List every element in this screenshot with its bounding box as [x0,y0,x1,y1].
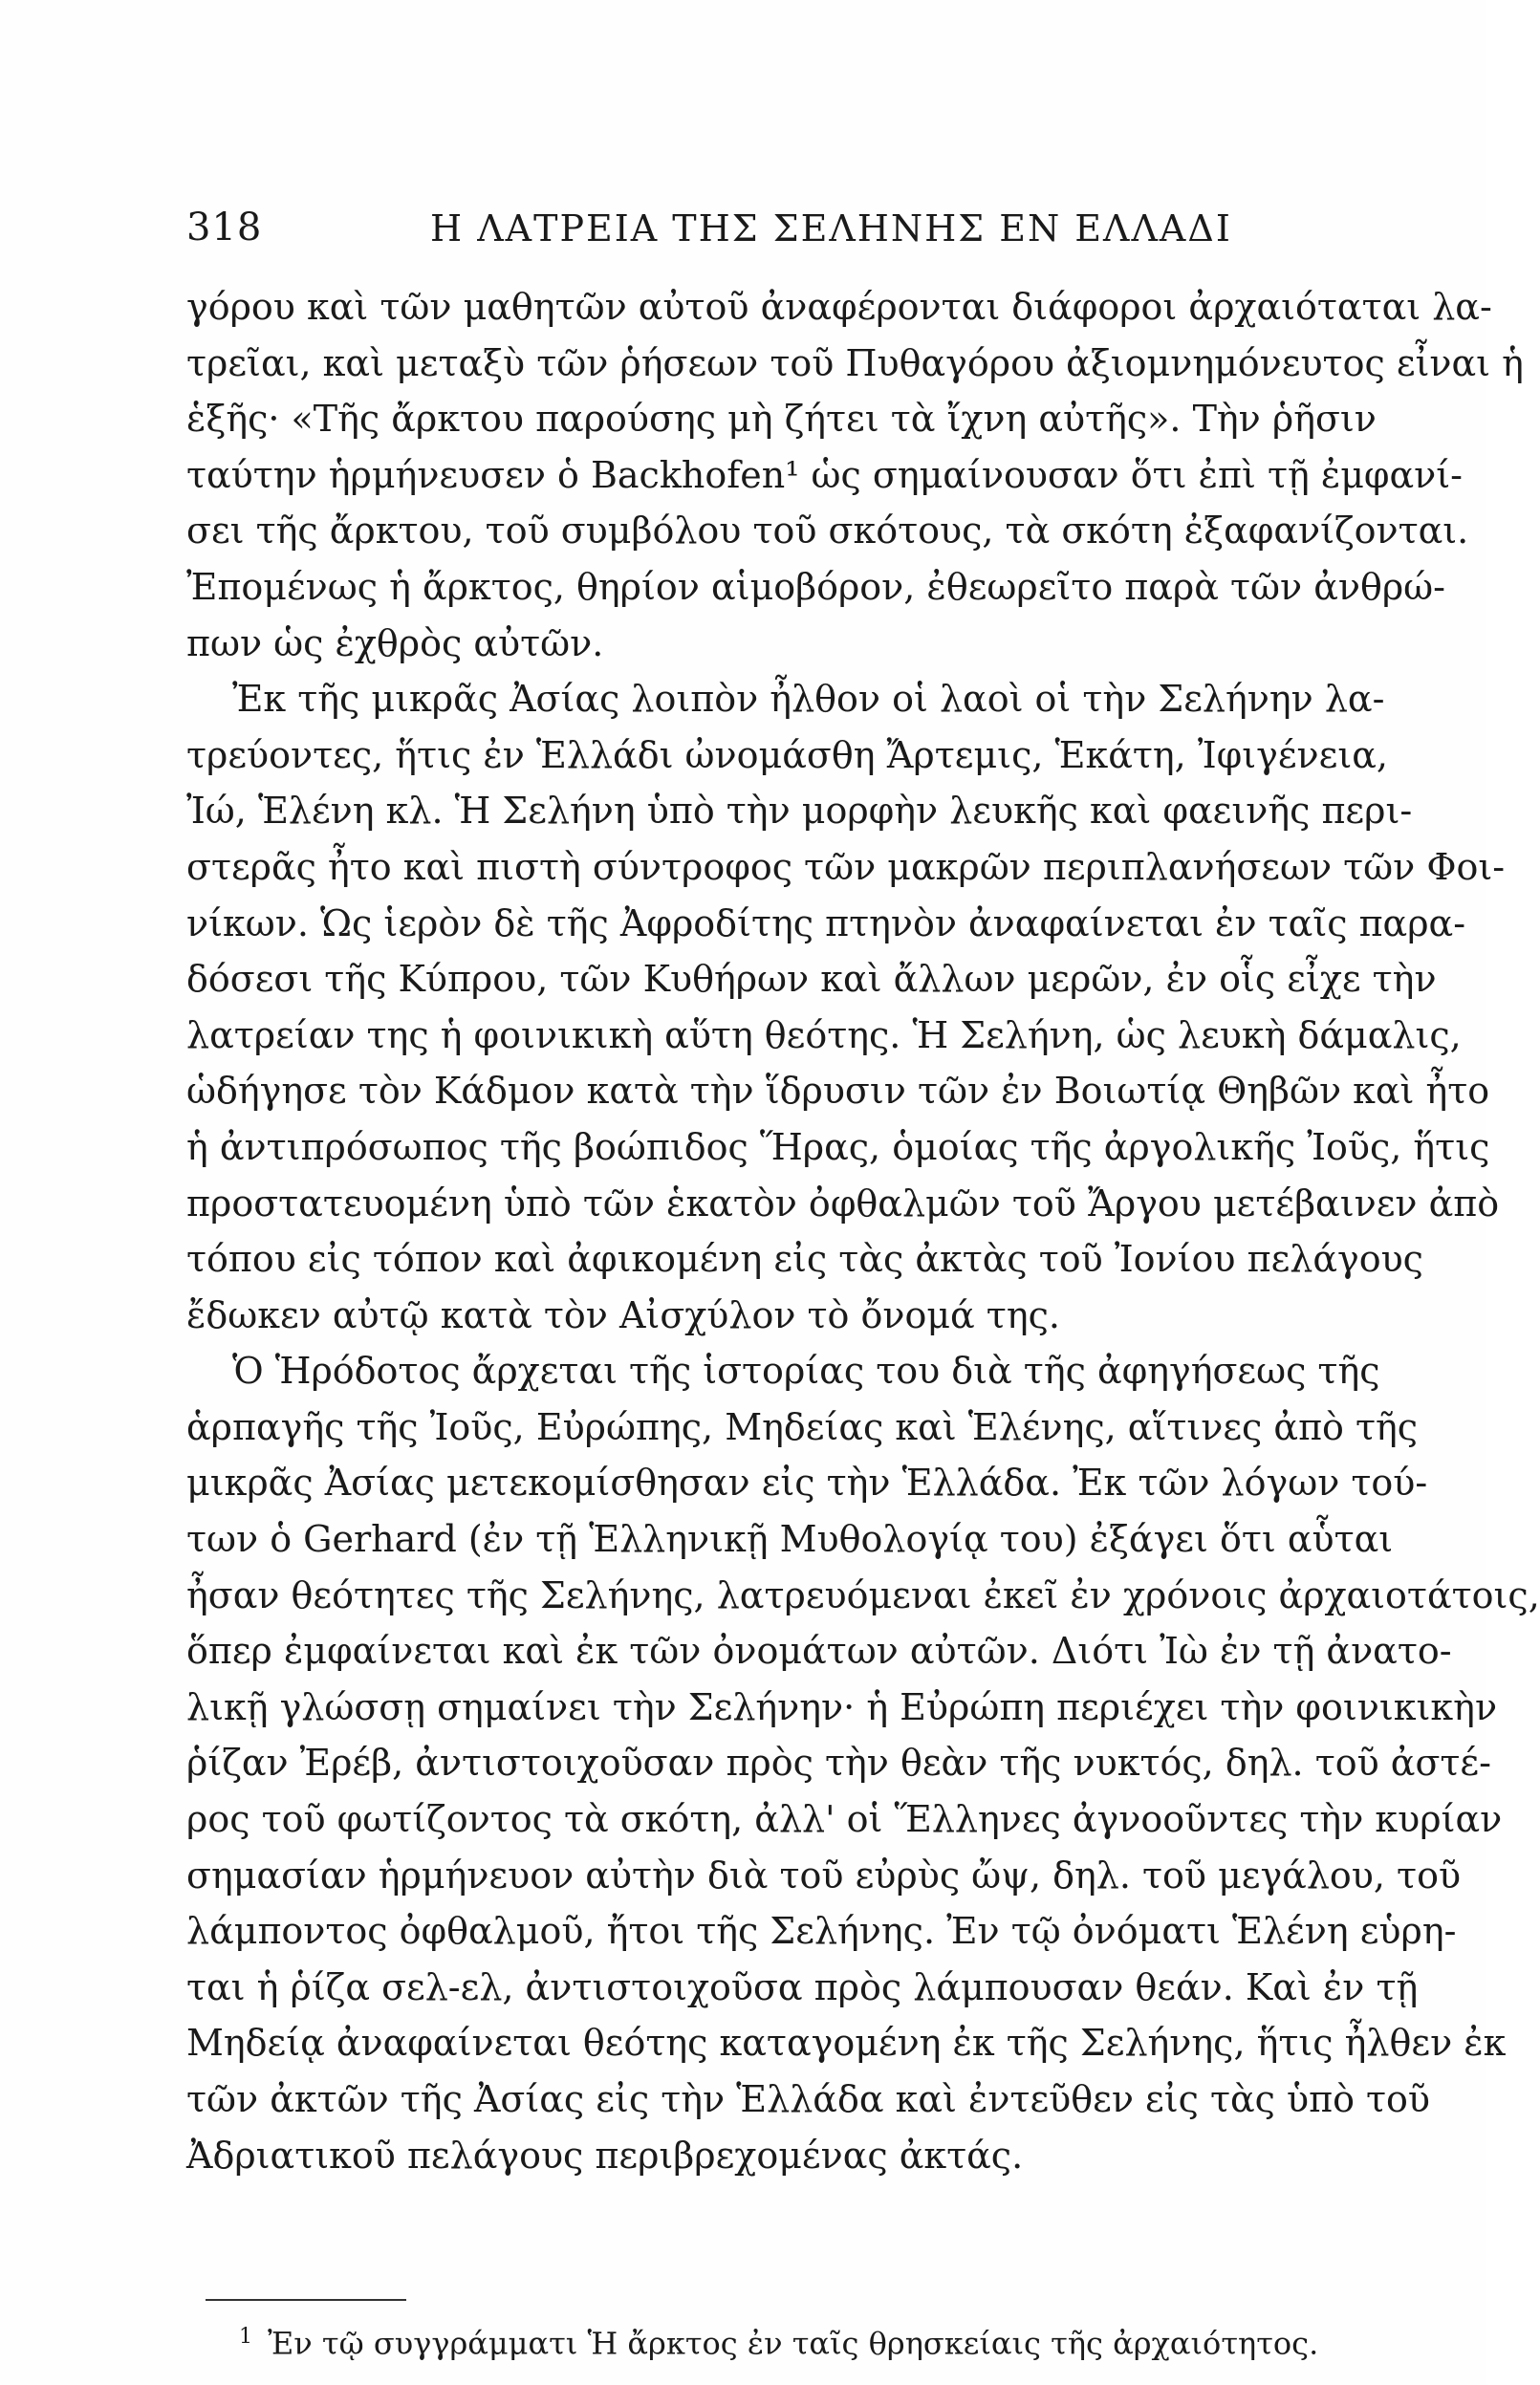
text-line: γόρου καὶ τῶν μαθητῶν αὐτοῦ ἀναφέρονται διάφοροι ἀρχαιόταται λα- [186,286,1492,328]
text-line: τῶν ἀκτῶν τῆς Ἀσίας εἰς τὴν Ἑλλάδα καὶ ἐντεῦθεν εἰς τὰς ὑπὸ τοῦ [186,2078,1431,2120]
text-line: ἦσαν θεότητες τῆς Σελήνης, λατρευόμεναι ἐκεῖ ἐν χρόνοις ἀρχαιοτάτοις, [186,1573,1540,1616]
text-line: ἁρπαγῆς τῆς Ἰοῦς, Εὐρώπης, Μηδείας καὶ Ἑλένης, αἵτινες ἀπὸ τῆς [186,1405,1419,1448]
text-line: ἔδωκεν αὐτῷ κατὰ τὸν Αἰσχύλον τὸ ὄνομά της. [186,1293,1060,1336]
text-line: σει τῆς ἄρκτου, τοῦ συμβόλου τοῦ σκότους, τὰ σκότη ἐξαφανίζονται. [186,510,1469,553]
text-line: Μηδείᾳ ἀναφαίνεται θεότης καταγομένη ἐκ τῆς Σελήνης, ἥτις ἦλθεν ἐκ [186,2022,1507,2065]
text-line: δόσεσι τῆς Κύπρου, τῶν Κυθήρων καὶ ἄλλων μερῶν, ἐν οἷς εἶχε τὴν [186,958,1437,1001]
text-line: τόπου εἰς τόπον καὶ ἀφικομένη εἰς τὰς ἀκτὰς τοῦ Ἰονίου πελάγους [186,1238,1423,1281]
text-line: ρος τοῦ φωτίζοντος τὰ σκότη, ἀλλ' οἱ Ἕλληνες ἀγνοοῦντες τὴν κυρίαν [186,1798,1503,1841]
text-line: ἑξῆς· «Τῆς ἄρκτου παρούσης μὴ ζήτει τὰ ἴχνη αὐτῆς». Τὴν ῥῆσιν [186,398,1377,441]
text-line: Ἐκ τῆς μικρᾶς Ἀσίας λοιπὸν ἦλθον οἱ λαοὶ οἱ τὴν Σελήνην λα- [232,678,1385,721]
footnote-divider [206,2299,406,2301]
text-line: Ὁ Ἡρόδοτος ἄρχεται τῆς ἱστορίας του διὰ τῆς ἀφηγήσεως τῆς [232,1350,1380,1393]
body-text [186,279,1540,2183]
page-header [186,206,1381,263]
text-line: Ἐπομένως ἡ ἄρκτος, θηρίον αἱμοβόρον, ἐθεωρεῖτο παρὰ τῶν ἀνθρώ- [186,565,1445,608]
text-line: ταύτην ἡρμήνευσεν ὁ Backhofen¹ ὡς σημαίνουσαν ὅτι ἐπὶ τῇ ἐμφανί- [186,453,1464,496]
footnote-marker: 1 [239,2325,252,2349]
text-line: νίκων. Ὡς ἱερὸν δὲ τῆς Ἀφροδίτης πτηνὸν ἀναφαίνεται ἐν ταῖς παρα- [186,901,1466,944]
text-line: μικρᾶς Ἀσίας μετεκομίσθησαν εἰς τὴν Ἑλλάδα. Ἐκ τῶν λόγων τού- [186,1462,1428,1505]
text-line: λάμποντος ὀφθαλμοῦ, ἤτοι τῆς Σελήνης. Ἐν τῷ ὀνόματι Ἑλένη εὑρη- [186,1910,1457,1953]
footnote [239,2313,1338,2368]
text-line: λατρείαν της ἡ φοινικικὴ αὕτη θεότης. Ἡ Σελήνη, ὡς λευκὴ δάμαλις, [186,1013,1462,1056]
text-line: τρεῖαι, καὶ μεταξὺ τῶν ῥήσεων τοῦ Πυθαγόρου ἀξιομνημόνευτος εἶναι ἡ [186,341,1524,384]
text-line: Ἀδριατικοῦ πελάγους περιβρεχομένας ἀκτάς. [186,2134,1024,2177]
text-line: Ἰώ, Ἑλένη κλ. Ἡ Σελήνη ὑπὸ τὴν μορφὴν λευκῆς καὶ φαεινῆς περι- [186,790,1413,833]
text-line: ὅπερ ἐμφαίνεται καὶ ἐκ τῶν ὀνομάτων αὐτῶν. Διότι Ἰὼ ἐν τῇ ἀνατο- [186,1630,1452,1673]
text-line: ὡδήγησε τὸν Κάδμον κατὰ τὴν ἵδρυσιν τῶν ἐν Βοιωτίᾳ Θηβῶν καὶ ἦτο [186,1070,1490,1113]
page-number: 318 [186,206,263,249]
text-line: των ὁ Gerhard (ἐν τῇ Ἑλληνικῇ Μυθολογίᾳ του) ἐξάγει ὅτι αὗται [186,1518,1394,1561]
text-line: τρεύοντες, ἥτις ἐν Ἑλλάδι ὠνομάσθη Ἄρτεμις, Ἑκάτη, Ἰφιγένεια, [186,733,1388,776]
footnote-text: Ἐν τῷ συγγράμματι Ἡ ἄρκτος ἐν ταῖς θρησκείαις τῆς ἀρχαιότητος. [268,2325,1319,2362]
text-line: στερᾶς ἦτο καὶ πιστὴ σύντροφος τῶν μακρῶν περιπλανήσεων τῶν Φοι- [186,845,1506,888]
text-line: ἡ ἀντιπρόσωπος τῆς βοώπιδος Ἥρας, ὁμοίας τῆς ἀργολικῆς Ἰοῦς, ἥτις [186,1125,1490,1168]
text-line: σημασίαν ἡρμήνευον αὐτὴν διὰ τοῦ εὐρὺς ὤψ, δηλ. τοῦ μεγάλου, τοῦ [186,1854,1462,1897]
text-line: ῥίζαν Ἐρέβ, ἀντιστοιχοῦσαν πρὸς τὴν θεὰν τῆς νυκτός, δηλ. τοῦ ἀστέ- [186,1742,1491,1785]
text-line: πων ὡς ἐχθρὸς αὐτῶν. [186,621,604,664]
text-line: προστατευομένη ὑπὸ τῶν ἑκατὸν ὀφθαλμῶν τοῦ Ἄργου μετέβαινεν ἀπὸ [186,1182,1500,1225]
text-line: λικῇ γλώσσῃ σημαίνει τὴν Σελήνην· ἡ Εὐρώπη περιέχει τὴν φοινικικὴν [186,1685,1498,1728]
text-line: ται ἡ ῥίζα σελ-ελ, ἀντιστοιχοῦσα πρὸς λάμπουσαν θεάν. Καὶ ἐν τῇ [186,1965,1419,2008]
running-title: Η ΛΑΤΡΕΙΑ ΤΗΣ ΣΕΛΗΝΗΣ ΕΝ ΕΛΛΑΔΙ [430,207,1232,249]
